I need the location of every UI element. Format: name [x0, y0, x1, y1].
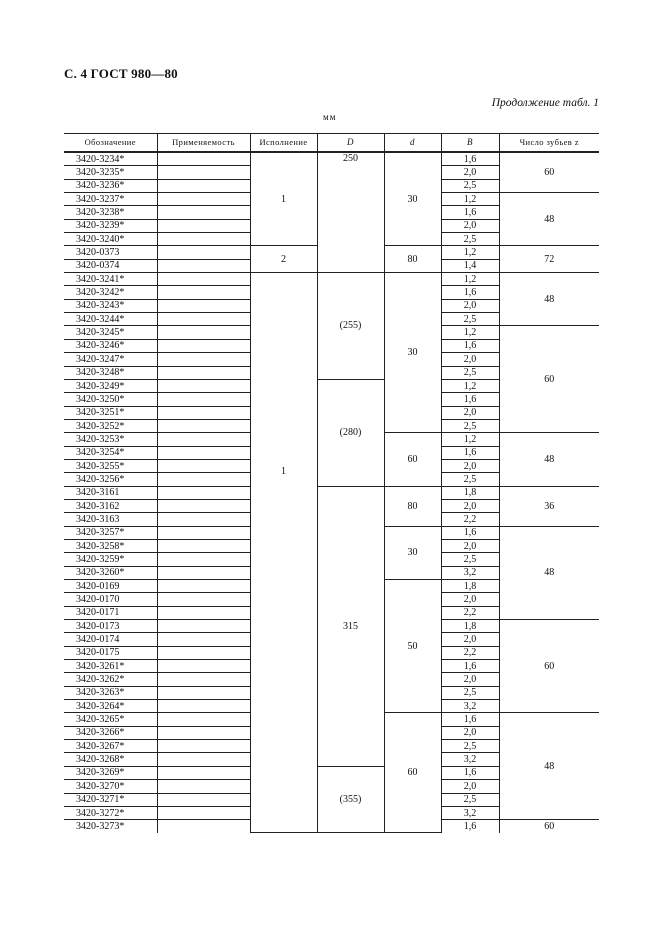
applicability-cell: [157, 726, 250, 739]
applicability-cell: [157, 620, 250, 633]
header-d-inner: d: [384, 134, 441, 153]
table-continuation-label: Продолжение табл. 1: [491, 97, 599, 109]
applicability-cell: [157, 152, 250, 166]
b-cell: 2,0: [441, 406, 499, 419]
designation-cell: 3420-0173: [64, 620, 157, 633]
designation-cell: 3420-0171: [64, 606, 157, 619]
b-cell: 2,5: [441, 313, 499, 326]
applicability-cell: [157, 313, 250, 326]
b-cell: 2,0: [441, 726, 499, 739]
designation-cell: 3420-3255*: [64, 459, 157, 472]
designation-cell: 3420-3243*: [64, 299, 157, 312]
applicability-cell: [157, 526, 250, 539]
b-cell: 1,6: [441, 660, 499, 673]
applicability-cell: [157, 580, 250, 593]
teeth-count-cell: 60: [499, 620, 599, 713]
applicability-cell: [157, 606, 250, 619]
d-inner-cell: 60: [384, 433, 441, 486]
applicability-cell: [157, 633, 250, 646]
b-cell: 1,2: [441, 433, 499, 446]
applicability-cell: [157, 806, 250, 819]
b-cell: 1,6: [441, 526, 499, 539]
designation-cell: 3420-3245*: [64, 326, 157, 339]
applicability-cell: [157, 753, 250, 766]
b-cell: 2,5: [441, 686, 499, 699]
applicability-cell: [157, 206, 250, 219]
applicability-cell: [157, 339, 250, 352]
applicability-cell: [157, 499, 250, 512]
applicability-cell: [157, 486, 250, 499]
designation-cell: 3420-3244*: [64, 313, 157, 326]
designation-cell: 3420-3257*: [64, 526, 157, 539]
applicability-cell: [157, 299, 250, 312]
applicability-cell: [157, 419, 250, 432]
applicability-cell: [157, 219, 250, 232]
b-cell: 1,6: [441, 446, 499, 459]
b-cell: 2,0: [441, 166, 499, 179]
applicability-cell: [157, 459, 250, 472]
designation-cell: 3420-3273*: [76, 820, 125, 832]
header-execution: Исполнение: [250, 134, 317, 153]
header-applicability: Применяемость: [157, 134, 250, 153]
d-outer-cell: 315: [317, 486, 384, 766]
b-cell: 2,5: [441, 473, 499, 486]
d-outer-cell: (355): [317, 766, 384, 832]
teeth-count-cell: 72: [499, 246, 599, 273]
b-cell: 1,2: [441, 326, 499, 339]
execution-cell: 1: [250, 273, 317, 833]
header-teeth-count: Число зубьев z: [499, 134, 599, 153]
designation-cell: 3420-3269*: [64, 766, 157, 779]
teeth-count-cell: 48: [499, 193, 599, 246]
applicability-cell: [157, 686, 250, 699]
designation-cell: 3420-3272*: [64, 806, 157, 819]
applicability-cell: [157, 766, 250, 779]
designation-cell: 3420-3258*: [64, 539, 157, 552]
b-cell: 2,0: [441, 633, 499, 646]
d-inner-cell: 30: [384, 152, 441, 246]
applicability-cell: [157, 446, 250, 459]
b-cell: 1,6: [441, 820, 499, 833]
b-cell: 2,0: [441, 499, 499, 512]
b-cell: 2,0: [441, 593, 499, 606]
d-outer-cell: (255): [317, 273, 384, 380]
parts-table: [64, 133, 599, 833]
table-row: [64, 273, 599, 286]
applicability-cell: [157, 673, 250, 686]
designation-cell: 3420-3235*: [64, 166, 157, 179]
designation-cell: 3420-3240*: [64, 233, 157, 246]
applicability-cell: [157, 713, 250, 726]
designation-cell: 3420-3253*: [64, 433, 157, 446]
d-inner-cell: 30: [384, 273, 441, 433]
applicability-cell: [157, 553, 250, 566]
designation-cell: 3420-3265*: [64, 713, 157, 726]
designation-cell: 3420-3264*: [64, 700, 157, 713]
b-cell: 1,6: [441, 152, 499, 166]
b-cell: 2,5: [441, 740, 499, 753]
designation-cell: 3420-0170: [64, 593, 157, 606]
designation-cell: 3420-3261*: [64, 660, 157, 673]
designation-cell: 3420-3266*: [64, 726, 157, 739]
designation-cell: 3420-3249*: [64, 379, 157, 392]
designation-cell: 3420-3270*: [64, 780, 157, 793]
applicability-cell: [157, 793, 250, 806]
designation-cell: 3420-3262*: [64, 673, 157, 686]
applicability-cell: [157, 513, 250, 526]
b-cell: 1,4: [441, 259, 499, 272]
designation-cell: 3420-3267*: [64, 740, 157, 753]
teeth-count-cell: 48: [499, 433, 599, 486]
designation-cell: 3420-3259*: [64, 553, 157, 566]
b-cell: 3,2: [441, 753, 499, 766]
designation-cell: 3420-3163: [64, 513, 157, 526]
b-cell: 2,5: [441, 179, 499, 192]
applicability-cell: [157, 473, 250, 486]
applicability-cell: [157, 166, 250, 179]
designation-cell: 3420-3162: [64, 499, 157, 512]
designation-cell: 3420-3248*: [64, 366, 157, 379]
applicability-cell: [157, 286, 250, 299]
designation-cell: 3420-3239*: [64, 219, 157, 232]
designation-cell: 3420-0175: [64, 646, 157, 659]
applicability-cell: [157, 246, 250, 259]
designation-cell: 3420-3246*: [64, 339, 157, 352]
table-row: [64, 152, 599, 166]
applicability-cell: [157, 539, 250, 552]
applicability-cell: [157, 366, 250, 379]
applicability-cell: [157, 273, 250, 286]
designation-cell: 3420-3268*: [64, 753, 157, 766]
b-cell: 2,5: [441, 793, 499, 806]
b-cell: 1,6: [441, 766, 499, 779]
designation-cell: 3420-3271*: [64, 793, 157, 806]
applicability-cell: [157, 353, 250, 366]
teeth-count-cell: 48: [499, 273, 599, 326]
applicability-cell: [157, 566, 250, 579]
applicability-cell: [157, 326, 250, 339]
applicability-cell: [157, 393, 250, 406]
applicability-cell: [157, 259, 250, 272]
designation-cell: 3420-3256*: [64, 473, 157, 486]
b-cell: 2,0: [441, 780, 499, 793]
b-cell: 3,2: [441, 806, 499, 819]
designation-cell: 3420-3254*: [64, 446, 157, 459]
b-cell: 1,6: [441, 393, 499, 406]
designation-cell: 3420-3242*: [64, 286, 157, 299]
designation-cell: 3420-3241*: [64, 273, 157, 286]
b-cell: 1,8: [441, 620, 499, 633]
b-cell: 1,2: [441, 379, 499, 392]
applicability-cell: [157, 700, 250, 713]
b-cell: 1,8: [441, 486, 499, 499]
page-header: С. 4 ГОСТ 980—80: [64, 66, 178, 81]
d-inner-cell: 50: [384, 580, 441, 713]
applicability-cell: [157, 379, 250, 392]
table-header-row: [64, 134, 599, 153]
applicability-cell: [157, 179, 250, 192]
b-cell: 1,2: [441, 273, 499, 286]
designation-cell: 3420-0373: [64, 246, 157, 259]
applicability-cell: [157, 193, 250, 206]
b-cell: 2,5: [441, 366, 499, 379]
d-inner-cell: 80: [384, 486, 441, 526]
b-cell: 1,6: [441, 206, 499, 219]
b-cell: 2,0: [441, 299, 499, 312]
b-cell: 2,2: [441, 606, 499, 619]
b-cell: 1,2: [441, 193, 499, 206]
applicability-cell: [157, 233, 250, 246]
b-cell: 1,6: [441, 339, 499, 352]
header-b: B: [441, 134, 499, 153]
b-cell: 3,2: [441, 700, 499, 713]
b-cell: 1,8: [441, 580, 499, 593]
applicability-cell: [157, 593, 250, 606]
designation-cell: 3420-3247*: [64, 353, 157, 366]
unit-label: мм: [323, 112, 337, 122]
designation-cell: 3420-3161: [64, 486, 157, 499]
designation-cell: 3420-0169: [64, 580, 157, 593]
header-designation: Обозначение: [64, 134, 157, 153]
applicability-cell: [157, 433, 250, 446]
teeth-count-cell: 60: [499, 152, 599, 193]
b-cell: 2,0: [441, 539, 499, 552]
b-cell: 2,0: [441, 673, 499, 686]
teeth-count-cell: 48: [499, 713, 599, 820]
b-cell: 2,2: [441, 513, 499, 526]
applicability-cell: [157, 780, 250, 793]
designation-cell: 3420-3252*: [64, 419, 157, 432]
b-cell: 2,0: [441, 459, 499, 472]
applicability-cell: [157, 406, 250, 419]
designation-cell: 3420-0374: [64, 259, 157, 272]
header-d-outer: D: [317, 134, 384, 153]
designation-cell: 3420-3238*: [64, 206, 157, 219]
d-inner-cell: 30: [384, 526, 441, 579]
designation-cell: 3420-0174: [64, 633, 157, 646]
b-cell: 2,2: [441, 646, 499, 659]
designation-cell: 3420-3250*: [64, 393, 157, 406]
designation-cell: 3420-3260*: [64, 566, 157, 579]
teeth-count-cell: 60: [544, 820, 555, 832]
designation-cell: 3420-3234*: [64, 152, 157, 166]
designation-cell: 3420-3236*: [64, 179, 157, 192]
designation-cell: 3420-3263*: [64, 686, 157, 699]
d-inner-cell: 60: [384, 713, 441, 833]
table-body: [64, 152, 599, 833]
teeth-count-cell: 48: [499, 526, 599, 619]
b-cell: 1,6: [441, 713, 499, 726]
b-cell: 2,5: [441, 553, 499, 566]
b-cell: 2,0: [441, 219, 499, 232]
b-cell: 2,0: [441, 353, 499, 366]
table-row: [64, 486, 599, 499]
applicability-cell: [157, 660, 250, 673]
teeth-count-cell: 60: [499, 326, 599, 433]
applicability-cell: [157, 740, 250, 753]
b-cell: 1,2: [441, 246, 499, 259]
d-outer-cell: 250: [317, 152, 384, 273]
applicability-cell: [157, 820, 250, 833]
designation-cell: 3420-3237*: [64, 193, 157, 206]
b-cell: 2,5: [441, 419, 499, 432]
b-cell: 1,6: [441, 286, 499, 299]
d-outer-cell: (280): [317, 379, 384, 486]
execution-cell: 1: [250, 152, 317, 246]
b-cell: 2,5: [441, 233, 499, 246]
b-cell: 3,2: [441, 566, 499, 579]
d-inner-cell: 80: [384, 246, 441, 273]
applicability-cell: [157, 646, 250, 659]
teeth-count-cell: 36: [499, 486, 599, 526]
designation-cell: 3420-3251*: [64, 406, 157, 419]
execution-cell: 2: [250, 246, 317, 273]
